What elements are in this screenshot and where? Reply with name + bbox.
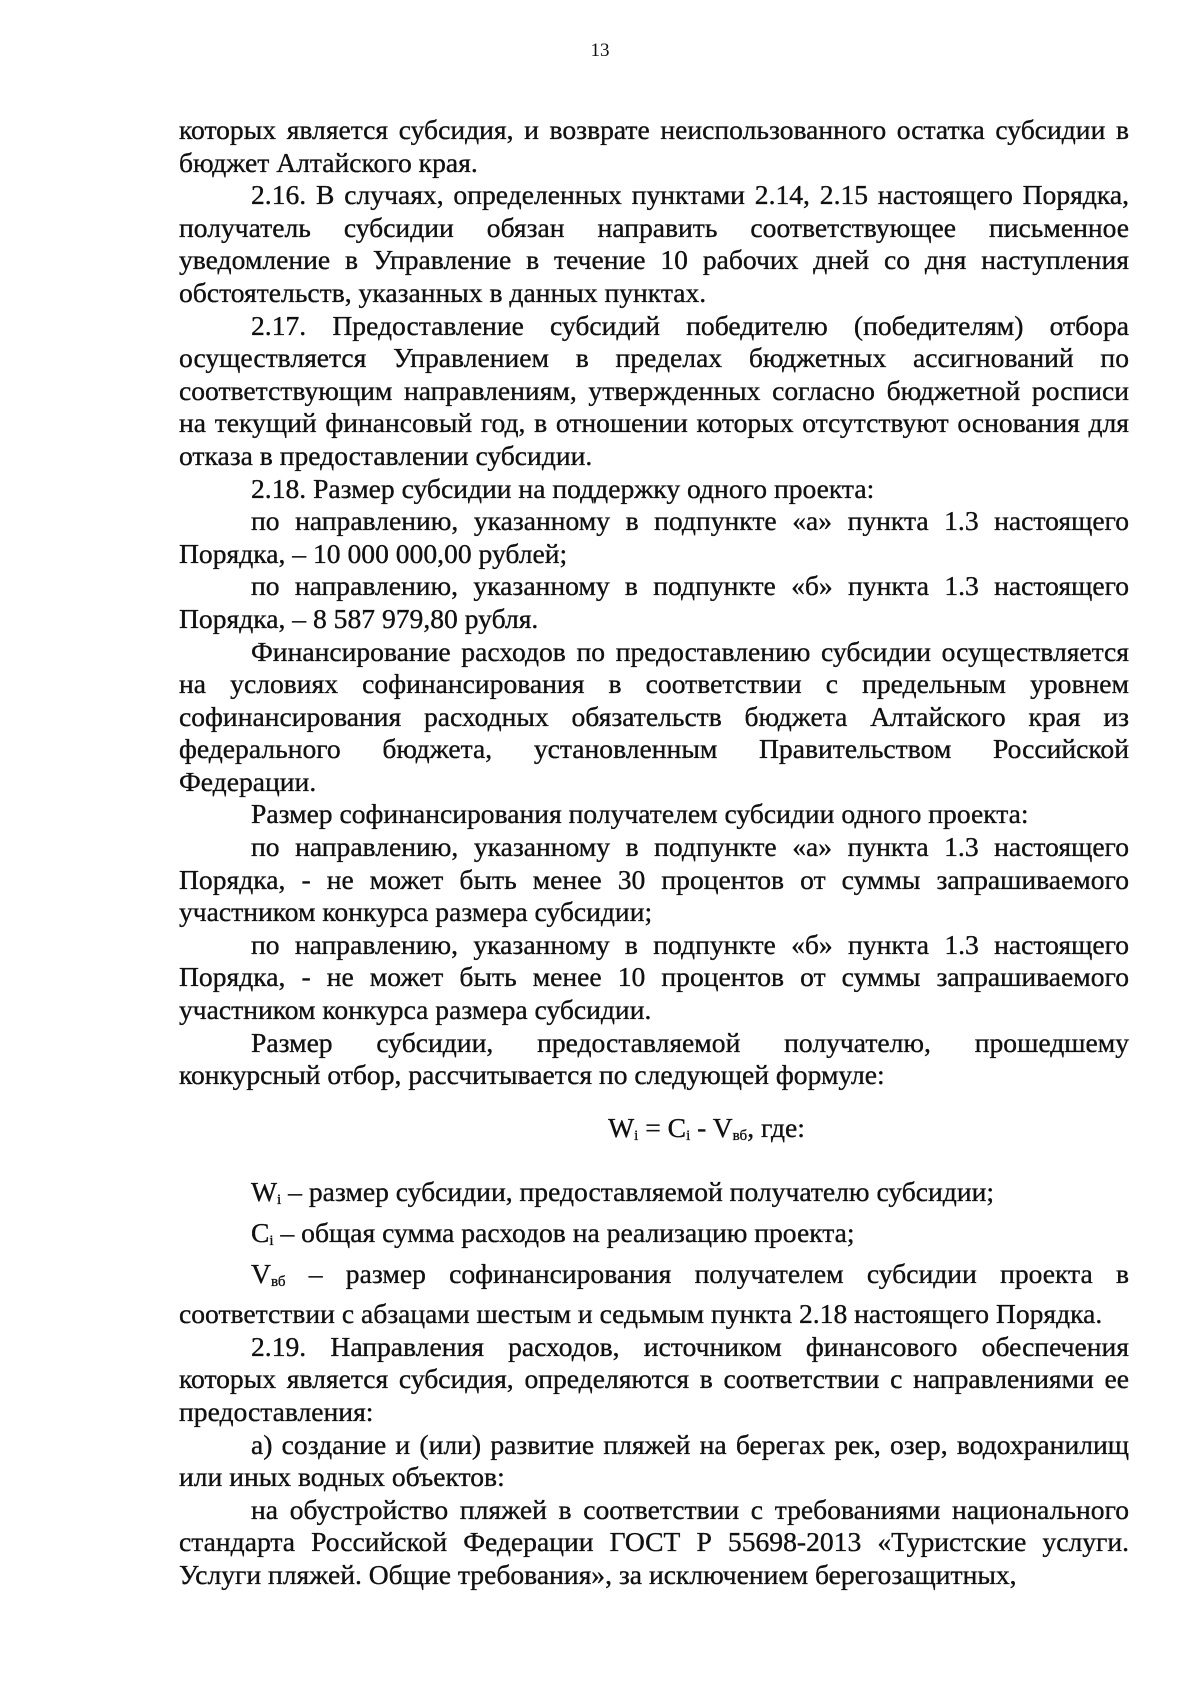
paragraph-2-16: 2.16. В случаях, определенных пунктами 2.14, 2.15 настоящего Порядка, получатель субсидии обязан направить соответствующее письменное уведомление в Управление в течение 10 рабочих дней со дня наступления обстоятельств, указанных в данных пунктах. bbox=[179, 179, 1129, 308]
definition-text: – размер софинансирования получателем субсидии проекта в соответствии с абзацами шестым и седьмым пункта 2.18 настоящего Порядка. bbox=[179, 1257, 1129, 1330]
formula-c-subscript: i bbox=[686, 1127, 691, 1144]
definition-subscript: i bbox=[269, 1233, 274, 1249]
paragraph-2-17: 2.17. Предоставление субсидий победителю (победителям) отбора осуществляется Управлением в пределах бюджетных ассигнований по соответствующим направлениям, утвержденных согласно бюджетной росписи на текущий финансовый год, в отношении которых отсутствуют основания для отказа в предоставлении субсидии. bbox=[179, 309, 1129, 471]
paragraph: на обустройство пляжей в соответствии с требованиями национального стандарта Российской Федерации ГОСТ Р 55698-2013 «Туристские услуги. Услуги пляжей. Общие требования», за исключением берегозащитных, bbox=[179, 1493, 1129, 1590]
formula bbox=[179, 1112, 1129, 1153]
paragraph: которых является субсидия, и возврате неиспользованного остатка субсидии в бюджет Алтайского края. bbox=[179, 114, 1129, 178]
paragraph: Размер софинансирования получателем субсидии одного проекта: bbox=[251, 798, 1029, 830]
formula-v: V bbox=[712, 1111, 733, 1143]
definition-v bbox=[179, 1258, 1129, 1331]
paragraph: Финансирование расходов по предоставлению субсидии осуществляется на условиях софинансирования в соответствии с предельным уровнем софинансирования расходных обязательств бюджета Алтайского края из федерального бюджета, установленным Правительством Российской Федерации. bbox=[179, 635, 1129, 797]
formula-equals: = bbox=[638, 1111, 668, 1143]
paragraph-2-19: 2.19. Направления расходов, источником финансового обеспечения которых является субсидия, определяются в соответствии с направлениями ее предоставления: bbox=[179, 1330, 1129, 1427]
paragraph: по направлению, указанному в подпункте «а» пункта 1.3 настоящего Порядка, – 10 000 000,00 рублей; bbox=[179, 505, 1129, 569]
paragraph-2-18: 2.18. Размер субсидии на поддержку одного проекта: bbox=[251, 472, 875, 504]
formula-w: W bbox=[608, 1111, 635, 1143]
definition-text: – размер субсидии, предоставляемой получателю субсидии; bbox=[281, 1176, 995, 1208]
formula-c: C bbox=[667, 1111, 687, 1143]
definition-symbol: W bbox=[251, 1176, 278, 1208]
page-number: 13 bbox=[590, 40, 610, 61]
formula-minus: - bbox=[690, 1111, 713, 1143]
paragraph: а) создание и (или) развитие пляжей на берегах рек, озер, водохранилищ или иных водных объектов: bbox=[179, 1428, 1129, 1493]
definition-c bbox=[179, 1217, 1129, 1258]
definition-w bbox=[179, 1176, 1129, 1217]
definition-text: – общая сумма расходов на реализацию проекта; bbox=[273, 1217, 855, 1248]
definition-subscript: вб bbox=[270, 1273, 286, 1290]
formula-w-subscript: i bbox=[634, 1127, 639, 1144]
paragraph: по направлению, указанному в подпункте «б» пункта 1.3 настоящего Порядка, - не может быть менее 10 процентов от суммы запрашиваемого участником конкурса размера субсидии. bbox=[179, 928, 1129, 1026]
paragraph: по направлению, указанному в подпункте «б» пункта 1.3 настоящего Порядка, – 8 587 979,80 рубля. bbox=[179, 570, 1129, 634]
definition-symbol: C bbox=[251, 1217, 270, 1248]
paragraph: по направлению, указанному в подпункте «а» пункта 1.3 настоящего Порядка, - не может быть менее 30 процентов от суммы запрашиваемого участником конкурса размера субсидии; bbox=[179, 831, 1129, 928]
definition-symbol: V bbox=[251, 1257, 271, 1289]
formula-tail: , где: bbox=[747, 1111, 805, 1143]
document-body bbox=[179, 114, 1129, 1592]
formula-v-subscript: вб bbox=[732, 1127, 748, 1144]
paragraph: Размер субсидии, предоставляемой получателю, прошедшему конкурсный отбор, рассчитывается по следующей формуле: bbox=[179, 1026, 1129, 1091]
definition-subscript: i bbox=[277, 1192, 282, 1209]
